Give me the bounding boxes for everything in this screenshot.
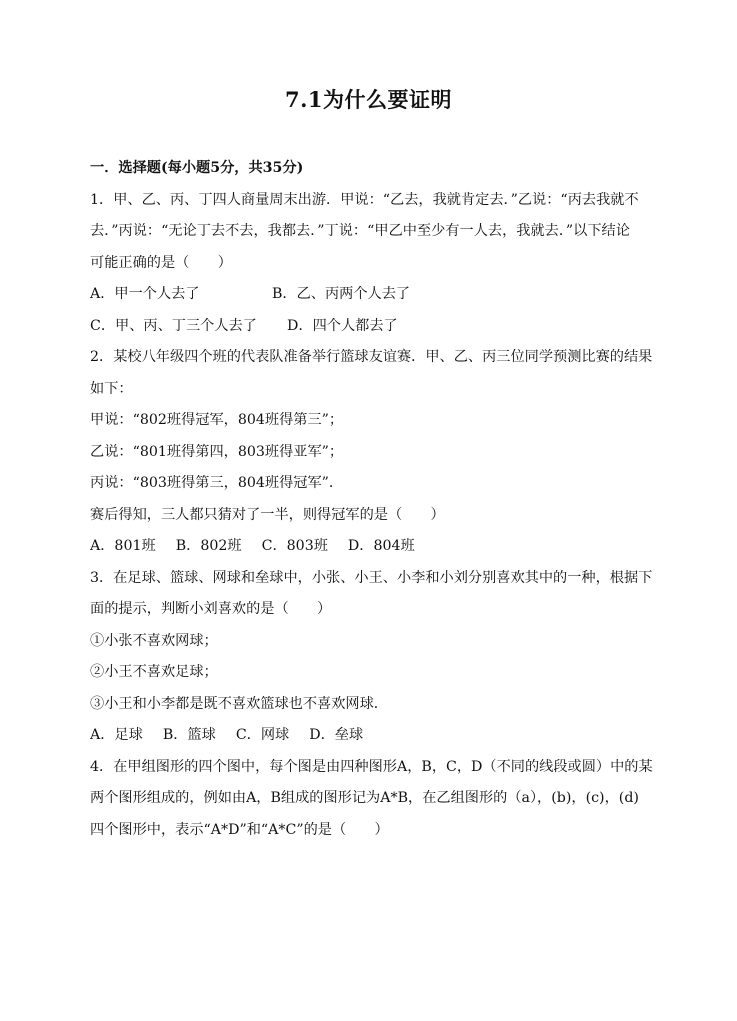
- option-c: C．803班: [261, 538, 328, 554]
- question-text-line: 甲说：“802班得冠军，804班得第三”；: [90, 412, 344, 428]
- question-text-line: 两个图形组成的，例如由A，B组成的图形记为A*B，在乙组图形的（a），(b)，(c)，(d): [90, 790, 639, 806]
- options-row: [90, 720, 660, 752]
- option-b: B．乙、丙两个人去了: [272, 286, 411, 302]
- question-text-line: ①小张不喜欢网球；: [90, 632, 218, 649]
- question-text-line: 四个图形中，表示“A*D”和“A*C”的是（ ）: [90, 821, 389, 838]
- question-text-line: 乙说：“801班得第四，803班得亚军”；: [90, 443, 344, 460]
- option-c: C．甲、丙、丁三个人去了: [90, 317, 257, 334]
- options-row: [90, 531, 660, 563]
- document-body: [90, 153, 660, 846]
- option-b: B．802班: [175, 538, 242, 554]
- question-text-line: 如下：: [90, 380, 133, 397]
- option-b: B．篮球: [162, 727, 216, 743]
- question-text-line: 赛后得知，三人都只猜对了一半，则得冠军的是（ ）: [90, 506, 445, 523]
- question-text-line: 可能正确的是（ ）: [90, 254, 232, 271]
- question-text-line: 丙说：“803班得第三，804班得冠军”．: [90, 475, 344, 491]
- question-3: [90, 563, 660, 752]
- question-1: [90, 185, 660, 343]
- options-row: [90, 311, 660, 343]
- option-c: C．网球: [235, 727, 290, 743]
- option-d: D．804班: [347, 538, 415, 554]
- question-text-line: 去．”丙说：“无论丁去不去，我都去．”丁说：“甲乙中至少有一人去，我就去．”以下结论: [90, 223, 630, 239]
- question-text-line: 2．某校八年级四个班的代表队准备举行篮球友谊赛．甲、乙、丙三位同学预测比赛的结果: [90, 349, 653, 365]
- question-4: [90, 752, 660, 847]
- question-text-line: 面的提示，判断小刘喜欢的是（ ）: [90, 601, 332, 617]
- question-text-line: ②小王不喜欢足球；: [90, 664, 218, 680]
- option-a: A．甲一个人去了: [90, 286, 200, 302]
- question-2: [90, 342, 660, 563]
- option-a: A．足球: [90, 727, 143, 743]
- question-text-line: 4．在甲组图形的四个图中，每个图是由四种图形A，B，C，D（不同的线段或圆）中的某: [90, 758, 653, 775]
- page-title: 7.1为什么要证明: [284, 87, 453, 112]
- option-d: D．四个人都去了: [287, 317, 398, 334]
- question-text-line: 3．在足球、篮球、网球和垒球中，小张、小王、小李和小刘分别喜欢其中的一种，根据下: [90, 569, 653, 586]
- section-heading: 一．选择题(每小题5分，共35分): [90, 160, 304, 176]
- options-row: [90, 279, 660, 311]
- option-a: A．801班: [90, 538, 156, 554]
- question-text-line: 1．甲、乙、丙、丁四人商量周末出游．甲说：“乙去，我就肯定去．”乙说：“丙去我就不: [90, 191, 639, 208]
- question-text-line: ③小王和小李都是既不喜欢篮球也不喜欢网球．: [90, 695, 388, 712]
- option-d: D．垒球: [309, 727, 364, 743]
